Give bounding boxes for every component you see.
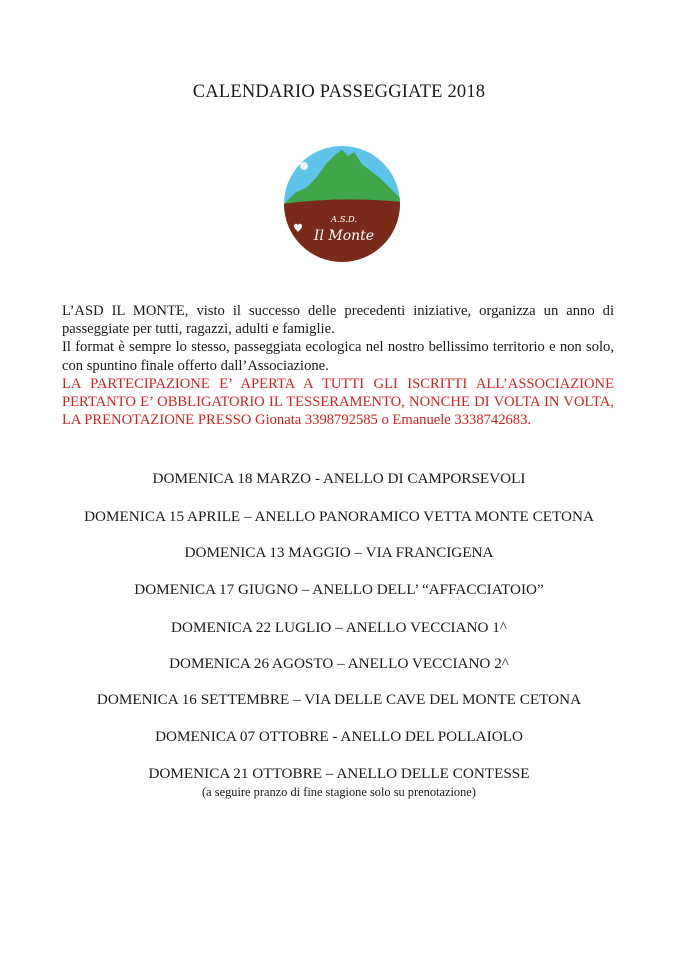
final-event-note: (a seguire pranzo di fine stagione solo su prenotazione) — [202, 785, 476, 799]
logo-sun — [300, 162, 308, 170]
event-item: DOMENICA 18 MARZO - ANELLO DI CAMPORSEVOLI — [152, 470, 526, 487]
intro-paragraph-1: L’ASD IL MONTE, visto il successo delle precedenti iniziative, organizza un anno di passeggiate per tutti, ragazzi, adulti e famiglie. — [62, 303, 614, 338]
event-item: DOMENICA 26 AGOSTO – ANELLO VECCIANO 2^ — [169, 655, 509, 672]
registration-notice: LA PARTECIPAZIONE E’ APERTA A TUTTI GLI ISCRITTI ALL’ASSOCIAZIONE PERTANTO E’ OBBLIGATORIO IL TESSERAMENTO, NONCHE DI VOLTA IN VOLTA, LA PRENOTAZIONE PRESSO Gionata 3398792585 o Emanuele 3338742683. — [62, 375, 614, 429]
logo-line2: Il Monte — [313, 228, 375, 244]
logo-line1: A.S.D. — [330, 215, 358, 225]
intro-paragraph-2: Il format è sempre lo stesso, passeggiata ecologica nel nostro bellissimo territorio e non solo, con spuntino finale offerto dall’Associazione. — [62, 339, 614, 374]
page-title: CALENDARIO PASSEGGIATE 2018 — [192, 82, 486, 102]
event-item: DOMENICA 15 APRILE – ANELLO PANORAMICO VETTA MONTE CETONA — [84, 508, 594, 525]
event-item: DOMENICA 21 OTTOBRE – ANELLO DELLE CONTESSE — [148, 765, 530, 782]
event-item: DOMENICA 16 SETTEMBRE – VIA DELLE CAVE DEL MONTE CETONA — [96, 691, 582, 708]
asd-il-monte-logo — [282, 144, 402, 264]
intro-section — [62, 302, 614, 429]
event-item: DOMENICA 13 MAGGIO – VIA FRANCIGENA — [184, 544, 494, 561]
event-item: DOMENICA 22 LUGLIO – ANELLO VECCIANO 1^ — [171, 619, 507, 636]
event-item: DOMENICA 17 GIUGNO – ANELLO DELL’ “AFFACCIATOIO” — [134, 581, 544, 598]
event-item: DOMENICA 07 OTTOBRE - ANELLO DEL POLLAIOLO — [155, 728, 523, 745]
